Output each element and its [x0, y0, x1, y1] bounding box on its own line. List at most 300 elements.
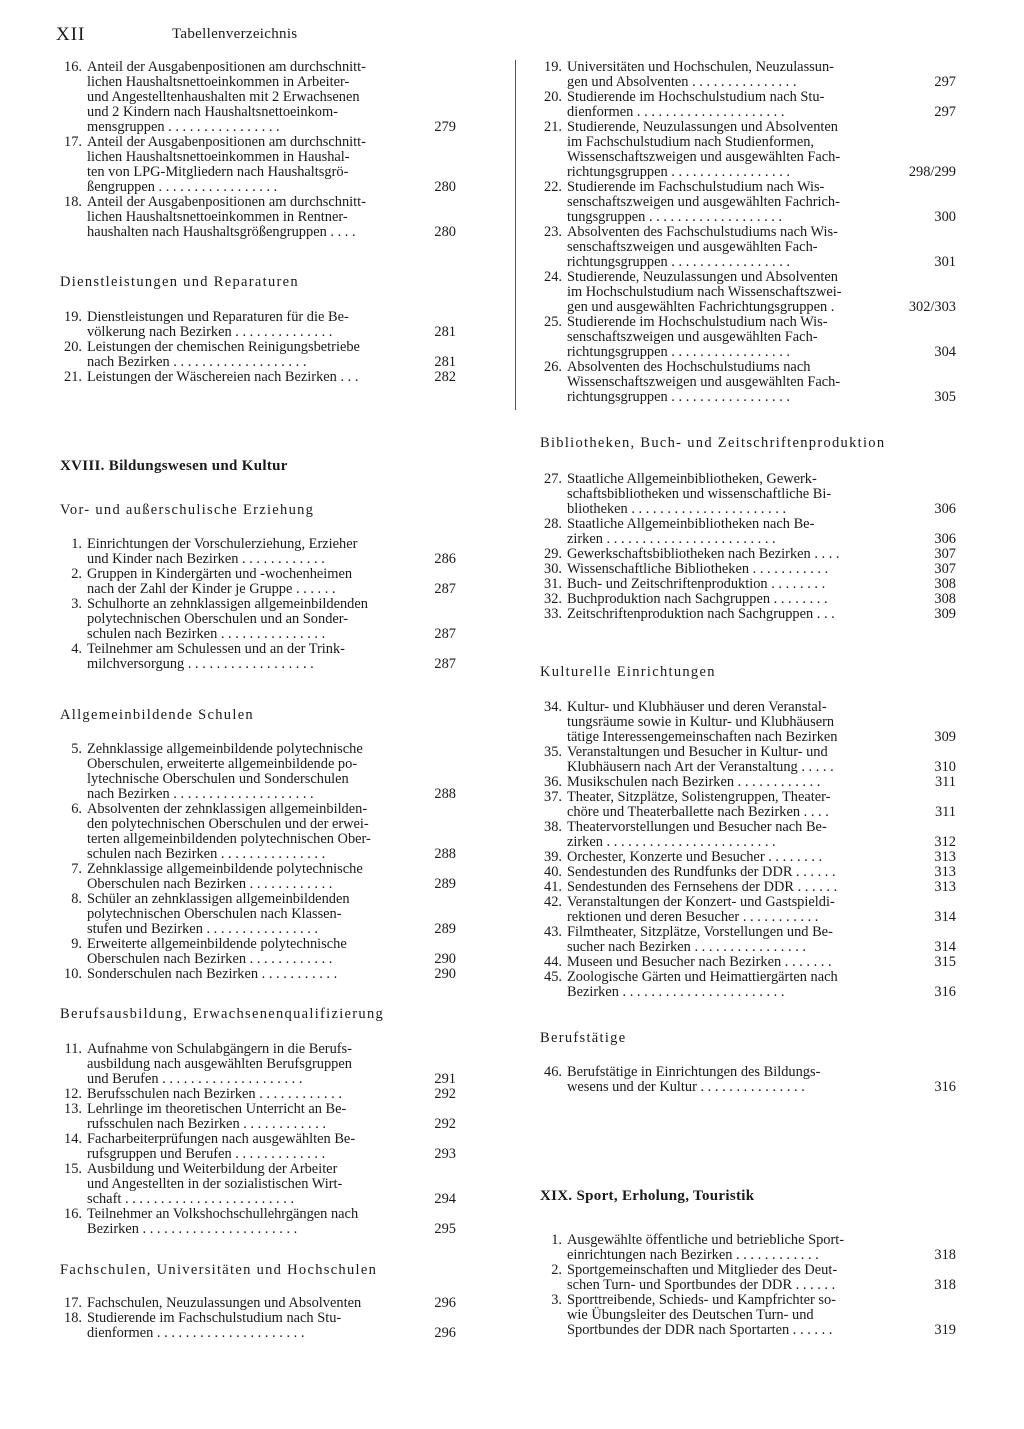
toc-entry-line: Kultur- und Klubhäuser und deren Veranstal-	[567, 699, 827, 715]
toc-entry-title	[87, 310, 411, 340]
toc-entry-title	[567, 1065, 897, 1095]
toc-entry-number: 41.	[544, 879, 562, 895]
toc-entry-line: nach der Zahl der Kinder je Gruppe . . . . . .	[87, 581, 336, 597]
toc-entry-number: 28.	[544, 516, 562, 532]
toc-entry-line: Oberschulen nach Bezirken . . . . . . . . . . . .	[87, 951, 333, 967]
toc-entry-line: lytechnische Oberschulen und Sonderschulen	[87, 771, 349, 787]
toc-entry-line: Teilnehmer an Volkshochschullehrgängen nach	[87, 1206, 359, 1222]
page-number-roman: XII	[56, 24, 86, 45]
toc-entry-page: 306	[934, 531, 956, 547]
toc-entry-number: 27.	[544, 471, 562, 487]
toc-entry-number: 29.	[544, 546, 562, 562]
toc-entry-page: 318	[934, 1277, 956, 1293]
toc-entry-title	[567, 60, 897, 90]
toc-entry-line: Gewerkschaftsbibliotheken nach Bezirken . . . .	[567, 546, 840, 562]
toc-entry-number: 9.	[71, 936, 82, 952]
toc-entry-number: 25.	[544, 314, 562, 330]
toc-entry-number: 15.	[64, 1161, 82, 1177]
toc-entry-number: 19.	[544, 59, 562, 75]
toc-entry-line: wie Übungsleiter des Deutschen Turn- und	[567, 1307, 814, 1323]
toc-entry-page: 293	[434, 1146, 456, 1162]
toc-entry-line: Zehnklassige allgemeinbildende polytechnische	[87, 741, 363, 757]
toc-entry	[56, 135, 456, 195]
toc-entry	[536, 547, 956, 562]
toc-entry-title	[567, 700, 897, 745]
section-heading-fachschulen: Fachschulen, Universitäten und Hochschulen	[60, 1262, 378, 1278]
toc-entry	[536, 1233, 956, 1263]
toc-entry-page: 313	[934, 849, 956, 865]
toc-entry-page: 318	[934, 1247, 956, 1263]
toc-entry-page: 314	[934, 939, 956, 955]
toc-entry-number: 18.	[64, 1310, 82, 1326]
toc-entry-number: 39.	[544, 849, 562, 865]
toc-entry-line: schen Turn- und Sportbundes der DDR . . . . . .	[567, 1277, 836, 1293]
toc-entry-title	[567, 547, 897, 562]
toc-entry-page: 313	[934, 879, 956, 895]
toc-entry-title	[567, 850, 897, 865]
toc-entry-line: polytechnischen Oberschulen und an Sonder-	[87, 611, 349, 627]
toc-entry-page: 308	[934, 576, 956, 592]
toc-entry	[56, 892, 456, 937]
toc-entry-line: Leistungen der chemischen Reinigungsbetriebe	[87, 339, 360, 355]
toc-entry-page: 289	[434, 921, 456, 937]
toc-entry	[536, 880, 956, 895]
toc-entry-line: Ausbildung und Weiterbildung der Arbeiter	[87, 1161, 338, 1177]
toc-entry-page: 308	[934, 591, 956, 607]
toc-entry-line: Musikschulen nach Bezirken . . . . . . . . . . . .	[567, 774, 821, 790]
toc-entry-title	[87, 60, 411, 135]
chapter-heading-xviii: XVIII. Bildungswesen und Kultur	[60, 458, 288, 474]
toc-entry-line: wesens und der Kultur . . . . . . . . . . . . . . .	[567, 1079, 805, 1095]
toc-entry-line: Studierende im Fachschulstudium nach Stu-	[87, 1310, 342, 1326]
toc-entry-title	[87, 1087, 411, 1102]
toc-entry-line: rektionen und deren Besucher . . . . . . . . . . .	[567, 909, 819, 925]
toc-entry	[56, 340, 456, 370]
toc-entry-line: Einrichtungen der Vorschulerziehung, Erzieher	[87, 536, 358, 552]
toc-entry-page: 287	[434, 581, 456, 597]
toc-entry-title	[567, 1233, 897, 1263]
toc-entry-title	[567, 865, 897, 880]
toc-entry-line: zirken . . . . . . . . . . . . . . . . . . . . . . . .	[567, 834, 776, 850]
toc-entry-line: tungsräume sowie in Kultur- und Klubhäusern	[567, 714, 835, 730]
toc-entry-line: senschaftszweigen und ausgewählten Fach-	[567, 329, 818, 345]
toc-entry-title	[567, 360, 897, 405]
toc-entry-line: schaft . . . . . . . . . . . . . . . . . . . . . . . .	[87, 1191, 295, 1207]
toc-entry-page: 279	[434, 119, 456, 135]
toc-entry-number: 43.	[544, 924, 562, 940]
toc-entry-title	[567, 1263, 897, 1293]
toc-entry-line: Anteil der Ausgabenpositionen am durchschnitt-	[87, 194, 366, 210]
toc-entry-number: 34.	[544, 699, 562, 715]
toc-entry-line: Studierende, Neuzulassungen und Absolventen	[567, 269, 838, 285]
toc-entry-page: 311	[934, 804, 956, 820]
section-heading-kulturelle-einrichtungen: Kulturelle Einrichtungen	[540, 664, 716, 680]
toc-entry	[56, 1162, 456, 1207]
toc-entry-number: 20.	[544, 89, 562, 105]
toc-entry-title	[567, 120, 897, 180]
toc-entry-line: gen und Absolventen . . . . . . . . . . . . . . .	[567, 74, 797, 90]
toc-entry-line: einrichtungen nach Bezirken . . . . . . . . . . . .	[567, 1247, 819, 1263]
toc-entry	[536, 745, 956, 775]
toc-entry-line: und 2 Kindern nach Haushaltsnettoeinkom-	[87, 104, 338, 120]
toc-entry-number: 19.	[64, 309, 82, 325]
toc-entry	[56, 1207, 456, 1237]
toc-entry-number: 36.	[544, 774, 562, 790]
toc-entry	[56, 1102, 456, 1132]
toc-entry-title	[567, 1293, 897, 1338]
toc-entry-title	[87, 967, 411, 982]
toc-entry-line: Filmtheater, Sitzplätze, Vorstellungen und Be-	[567, 924, 833, 940]
toc-entry-page: 280	[434, 179, 456, 195]
toc-entry-number: 2.	[71, 566, 82, 582]
toc-entry-number: 1.	[551, 1232, 562, 1248]
toc-entry	[56, 862, 456, 892]
toc-entry	[56, 937, 456, 967]
toc-entry-number: 30.	[544, 561, 562, 577]
toc-entry-line: nach Bezirken . . . . . . . . . . . . . . . . . . . .	[87, 786, 314, 802]
toc-entry-number: 24.	[544, 269, 562, 285]
toc-entry	[536, 790, 956, 820]
toc-entry-line: Sportbundes der DDR nach Sportarten . . . . . .	[567, 1322, 833, 1338]
toc-entry-page: 310	[934, 759, 956, 775]
toc-entry-page: 314	[934, 909, 956, 925]
toc-entry-title	[87, 642, 411, 672]
toc-entry-number: 17.	[64, 1295, 82, 1311]
toc-entry-page: 309	[934, 729, 956, 745]
toc-entry-line: Dienstleistungen und Reparaturen für die Be-	[87, 309, 349, 325]
toc-entry-number: 13.	[64, 1101, 82, 1117]
toc-entry	[536, 1065, 956, 1095]
toc-entry-line: gen und ausgewählten Fachrichtungsgruppen .	[567, 299, 835, 315]
toc-entry-line: Leistungen der Wäschereien nach Bezirken . . .	[87, 369, 359, 385]
toc-entry	[56, 1296, 456, 1311]
toc-entry-title	[567, 562, 897, 577]
toc-entry-title	[87, 537, 411, 567]
toc-entry-line: Absolventen des Fachschulstudiums nach Wis-	[567, 224, 838, 240]
toc-entry-line: tungsgruppen . . . . . . . . . . . . . . . . . . .	[567, 209, 783, 225]
toc-entry-line: Wissenschaftszweigen und ausgewählten Fach-	[567, 149, 841, 165]
toc-entry-title	[567, 607, 897, 622]
toc-entry-title	[87, 862, 411, 892]
toc-entry-title	[87, 370, 411, 385]
section-heading-bibliotheken: Bibliotheken, Buch- und Zeitschriftenproduktion	[540, 435, 886, 451]
toc-entry-line: Ausgewählte öffentliche und betriebliche Sport-	[567, 1232, 845, 1248]
toc-entry-title	[87, 937, 411, 967]
toc-entry-number: 32.	[544, 591, 562, 607]
toc-entry	[56, 802, 456, 862]
toc-entry-line: im Hochschulstudium nach Wissenschaftszwei-	[567, 284, 842, 300]
toc-entry	[536, 562, 956, 577]
toc-entry-title	[87, 1207, 411, 1237]
toc-entry-page: 298/299	[908, 164, 956, 180]
toc-entry-line: rufsgruppen und Berufen . . . . . . . . . . . . .	[87, 1146, 326, 1162]
toc-entry-title	[87, 1102, 411, 1132]
toc-entry-page: 297	[934, 74, 956, 90]
toc-entry-line: Schüler an zehnklassigen allgemeinbildenden	[87, 891, 350, 907]
toc-entry-line: Orchester, Konzerte und Besucher . . . . . . . .	[567, 849, 823, 865]
toc-entry-page: 281	[434, 324, 456, 340]
toc-entry-line: Bezirken . . . . . . . . . . . . . . . . . . . . . . .	[567, 984, 785, 1000]
toc-entry-line: im Fachschulstudium nach Studienformen,	[567, 134, 815, 150]
toc-entry	[536, 592, 956, 607]
toc-entry	[536, 120, 956, 180]
toc-entry	[536, 1293, 956, 1338]
toc-entry-line: senschaftszweigen und ausgewählten Fachrich-	[567, 194, 840, 210]
toc-entry-title	[567, 820, 897, 850]
toc-entry-line: bliotheken . . . . . . . . . . . . . . . . . . . . . .	[567, 501, 787, 517]
toc-entry	[536, 225, 956, 270]
page-running-title: Tabellenverzeichnis	[172, 26, 298, 42]
toc-entry	[536, 577, 956, 592]
toc-entry-line: und Kinder nach Bezirken . . . . . . . . . . . .	[87, 551, 325, 567]
toc-entry	[536, 955, 956, 970]
toc-entry-title	[567, 970, 897, 1000]
toc-entry-title	[87, 135, 411, 195]
toc-entry-number: 42.	[544, 894, 562, 910]
toc-entry-title	[87, 742, 411, 802]
toc-entry-title	[567, 925, 897, 955]
section-heading-berufstaetige: Berufstätige	[540, 1030, 627, 1046]
toc-entry-page: 316	[934, 1079, 956, 1095]
toc-entry-number: 22.	[544, 179, 562, 195]
toc-entry-line: Theater, Sitzplätze, Solistengruppen, Theater-	[567, 789, 831, 805]
toc-entry	[536, 270, 956, 315]
toc-entry-title	[567, 315, 897, 360]
toc-entry-line: richtungsgruppen . . . . . . . . . . . . . . . . .	[567, 389, 791, 405]
toc-entry-line: Berufstätige in Einrichtungen des Bildungs-	[567, 1064, 821, 1080]
toc-entry-line: tätige Interessengemeinschaften nach Bezirken	[567, 729, 838, 745]
toc-entry-line: richtungsgruppen . . . . . . . . . . . . . . . . .	[567, 254, 791, 270]
toc-entry	[536, 60, 956, 90]
toc-entry-line: schulen nach Bezirken . . . . . . . . . . . . . . .	[87, 626, 326, 642]
toc-entry-number: 21.	[544, 119, 562, 135]
toc-entry-title	[567, 180, 897, 225]
toc-entry-line: polytechnischen Oberschulen nach Klassen-	[87, 906, 342, 922]
toc-entry-line: Oberschulen nach Bezirken . . . . . . . . . . . .	[87, 876, 333, 892]
toc-entry-number: 35.	[544, 744, 562, 760]
toc-entry-title	[87, 1042, 411, 1087]
toc-entry	[536, 517, 956, 547]
toc-entry	[56, 597, 456, 642]
toc-entry-line: ßengruppen . . . . . . . . . . . . . . . . .	[87, 179, 278, 195]
toc-entry-number: 2.	[551, 1262, 562, 1278]
toc-entry-page: 306	[934, 501, 956, 517]
toc-entry-line: Veranstaltungen und Besucher in Kultur- und	[567, 744, 828, 760]
toc-entry	[536, 1263, 956, 1293]
toc-entry-page: 280	[434, 224, 456, 240]
toc-entry-page: 315	[934, 954, 956, 970]
toc-entry-line: chöre und Theaterballette nach Bezirken . . . .	[567, 804, 829, 820]
toc-entry-page: 312	[934, 834, 956, 850]
toc-entry-page: 311	[934, 774, 956, 790]
toc-entry-line: richtungsgruppen . . . . . . . . . . . . . . . . .	[567, 344, 791, 360]
toc-entry-line: haushalten nach Haushaltsgrößengruppen . . . .	[87, 224, 356, 240]
toc-entry-page: 316	[934, 984, 956, 1000]
toc-entry	[536, 315, 956, 360]
toc-entry-line: Sendestunden des Rundfunks der DDR . . . . . .	[567, 864, 836, 880]
toc-entry	[536, 850, 956, 865]
toc-entry-line: Anteil der Ausgabenpositionen am durchschnitt-	[87, 134, 366, 150]
toc-entry-page: 288	[434, 846, 456, 862]
toc-entry-page: 302/303	[908, 299, 956, 315]
toc-entry-number: 44.	[544, 954, 562, 970]
toc-entry	[56, 642, 456, 672]
toc-entry-number: 6.	[71, 801, 82, 817]
toc-entry-line: Staatliche Allgemeinbibliotheken, Gewerk-	[567, 471, 817, 487]
toc-entry-line: ausbildung nach ausgewählten Berufsgruppen	[87, 1056, 352, 1072]
toc-entry-line: Aufnahme von Schulabgängern in die Berufs-	[87, 1041, 352, 1057]
toc-entry	[56, 1311, 456, 1341]
toc-entry-line: Theatervorstellungen und Besucher nach Be-	[567, 819, 827, 835]
toc-entry-number: 1.	[71, 536, 82, 552]
toc-entry-number: 40.	[544, 864, 562, 880]
section-heading-vorschulisch: Vor- und außerschulische Erziehung	[60, 502, 315, 518]
toc-entry	[56, 60, 456, 135]
toc-entry-line: Fachschulen, Neuzulassungen und Absolventen	[87, 1295, 362, 1311]
toc-entry-line: Sendestunden des Fernsehens der DDR . . . . . .	[567, 879, 838, 895]
toc-entry-line: sucher nach Bezirken . . . . . . . . . . . . . . . .	[567, 939, 806, 955]
toc-entry-number: 16.	[64, 1206, 82, 1222]
toc-entry-line: Absolventen der zehnklassigen allgemeinbilden-	[87, 801, 368, 817]
toc-entry-number: 33.	[544, 606, 562, 622]
toc-entry-number: 14.	[64, 1131, 82, 1147]
toc-entry-page: 319	[934, 1322, 956, 1338]
toc-entry-page: 292	[434, 1086, 456, 1102]
toc-entry-number: 37.	[544, 789, 562, 805]
toc-entry-line: lichen Haushaltsnettoeinkommen in Arbeiter-	[87, 74, 350, 90]
toc-entry-page: 292	[434, 1116, 456, 1132]
toc-entry-line: Gruppen in Kindergärten und -wochenheimen	[87, 566, 353, 582]
toc-entry-title	[567, 592, 897, 607]
toc-entry-line: und Berufen . . . . . . . . . . . . . . . . . . . .	[87, 1071, 303, 1087]
toc-entry-title	[87, 597, 411, 642]
toc-entry-page: 307	[934, 546, 956, 562]
toc-entry-number: 31.	[544, 576, 562, 592]
toc-entry-line: Buch- und Zeitschriftenproduktion . . . . . . . .	[567, 576, 826, 592]
toc-entry	[56, 1132, 456, 1162]
toc-entry-line: Berufsschulen nach Bezirken . . . . . . . . . . . .	[87, 1086, 342, 1102]
toc-entry-title	[87, 195, 411, 240]
toc-entry-line: Absolventen des Hochschulstudiums nach	[567, 359, 811, 375]
toc-entry-line: Studierende im Fachschulstudium nach Wis-	[567, 179, 825, 195]
toc-entry	[536, 895, 956, 925]
toc-entry	[56, 370, 456, 385]
toc-entry-page: 305	[934, 389, 956, 405]
toc-entry-line: nach Bezirken . . . . . . . . . . . . . . . . . . .	[87, 354, 307, 370]
toc-entry-number: 38.	[544, 819, 562, 835]
toc-entry	[536, 607, 956, 622]
toc-entry-page: 304	[934, 344, 956, 360]
toc-entry-line: Bezirken . . . . . . . . . . . . . . . . . . . . . .	[87, 1221, 298, 1237]
toc-entry-page: 313	[934, 864, 956, 880]
toc-entry-page: 287	[434, 656, 456, 672]
toc-entry-line: Studierende im Hochschulstudium nach Wis-	[567, 314, 828, 330]
toc-entry	[536, 90, 956, 120]
toc-entry	[536, 700, 956, 745]
toc-entry-title	[87, 1132, 411, 1162]
toc-entry-line: schulen nach Bezirken . . . . . . . . . . . . . . .	[87, 846, 326, 862]
toc-entry-title	[567, 517, 897, 547]
toc-entry-line: Lehrlinge im theoretischen Unterricht an Be-	[87, 1101, 347, 1117]
toc-entry-title	[567, 577, 897, 592]
toc-entry-number: 3.	[71, 596, 82, 612]
toc-entry-line: Klubhäusern nach Art der Veranstaltung . . . . .	[567, 759, 834, 775]
toc-entry-title	[567, 225, 897, 270]
toc-entry-line: völkerung nach Bezirken . . . . . . . . . . . . . .	[87, 324, 333, 340]
toc-entry-line: Wissenschaftszweigen und ausgewählten Fach-	[567, 374, 841, 390]
toc-entry-line: terten allgemeinbildenden polytechnischen Ober-	[87, 831, 371, 847]
toc-entry-line: Oberschulen, erweiterte allgemeinbildende po-	[87, 756, 358, 772]
toc-entry-line: schaftsbibliotheken und wissenschaftliche Bi-	[567, 486, 832, 502]
toc-entry-title	[87, 1311, 411, 1341]
toc-entry	[56, 1042, 456, 1087]
toc-entry-page: 296	[434, 1295, 456, 1311]
toc-entry-line: zirken . . . . . . . . . . . . . . . . . . . . . . . .	[567, 531, 776, 547]
toc-entry-page: 290	[434, 966, 456, 982]
toc-entry-line: senschaftszweigen und ausgewählten Fach-	[567, 239, 818, 255]
toc-entry-line: Studierende, Neuzulassungen und Absolventen	[567, 119, 838, 135]
toc-entry-line: Wissenschaftliche Bibliotheken . . . . . . . . . . .	[567, 561, 829, 577]
toc-entry-number: 23.	[544, 224, 562, 240]
toc-entry-line: Veranstaltungen der Konzert- und Gastspieldi-	[567, 894, 835, 910]
toc-entry-line: Anteil der Ausgabenpositionen am durchschnitt-	[87, 59, 366, 75]
toc-entry-number: 20.	[64, 339, 82, 355]
toc-entry-line: lichen Haushaltsnettoeinkommen in Rentner-	[87, 209, 348, 225]
section-heading-allgemeinbildende-schulen: Allgemeinbildende Schulen	[60, 707, 254, 723]
toc-entry-line: stufen und Bezirken . . . . . . . . . . . . . . . .	[87, 921, 319, 937]
toc-entry-line: Sportgemeinschaften und Mitglieder des Deut-	[567, 1262, 838, 1278]
toc-entry-page: 286	[434, 551, 456, 567]
toc-entry-number: 11.	[64, 1041, 82, 1057]
toc-entry-page: 288	[434, 786, 456, 802]
toc-entry-title	[567, 895, 897, 925]
toc-entry-line: und Angestellten in der sozialistischen Wirt-	[87, 1176, 343, 1192]
chapter-heading-xix: XIX. Sport, Erholung, Touristik	[540, 1188, 755, 1204]
toc-entry-line: den polytechnischen Oberschulen und der erwei-	[87, 816, 369, 832]
toc-entry-line: ten von LPG-Mitgliedern nach Haushaltsgrö-	[87, 164, 349, 180]
toc-entry-line: richtungsgruppen . . . . . . . . . . . . . . . . .	[567, 164, 791, 180]
toc-entry-title	[87, 802, 411, 862]
toc-entry	[536, 820, 956, 850]
toc-entry	[536, 180, 956, 225]
toc-entry-line: Teilnehmer am Schulessen und an der Trink-	[87, 641, 345, 657]
toc-entry-page: 287	[434, 626, 456, 642]
column-divider	[515, 60, 516, 410]
toc-entry	[536, 865, 956, 880]
toc-entry-line: dienformen . . . . . . . . . . . . . . . . . . . . .	[567, 104, 785, 120]
toc-entry-line: dienformen . . . . . . . . . . . . . . . . . . . . .	[87, 1325, 305, 1341]
toc-entry-title	[87, 1162, 411, 1207]
toc-entry	[536, 472, 956, 517]
toc-entry-number: 18.	[64, 194, 82, 210]
toc-entry-line: Staatliche Allgemeinbibliotheken nach Be-	[567, 516, 815, 532]
toc-entry-number: 10.	[64, 966, 82, 982]
toc-entry	[536, 970, 956, 1000]
toc-entry	[56, 742, 456, 802]
toc-entry-title	[87, 340, 411, 370]
toc-entry-line: lichen Haushaltsnettoeinkommen in Haushal-	[87, 149, 350, 165]
toc-entry-page: 297	[934, 104, 956, 120]
toc-entry-page: 307	[934, 561, 956, 577]
toc-entry-line: Sonderschulen nach Bezirken . . . . . . . . . . .	[87, 966, 338, 982]
toc-entry-line: Zoologische Gärten und Heimattiergärten nach	[567, 969, 838, 985]
toc-entry-number: 7.	[71, 861, 82, 877]
toc-entry-line: Schulhorte an zehnklassigen allgemeinbildenden	[87, 596, 368, 612]
toc-entry-page: 291	[434, 1071, 456, 1087]
toc-entry-line: Museen und Besucher nach Bezirken . . . . . . .	[567, 954, 832, 970]
toc-entry-number: 46.	[544, 1064, 562, 1080]
toc-entry-line: Erweiterte allgemeinbildende polytechnische	[87, 936, 347, 952]
